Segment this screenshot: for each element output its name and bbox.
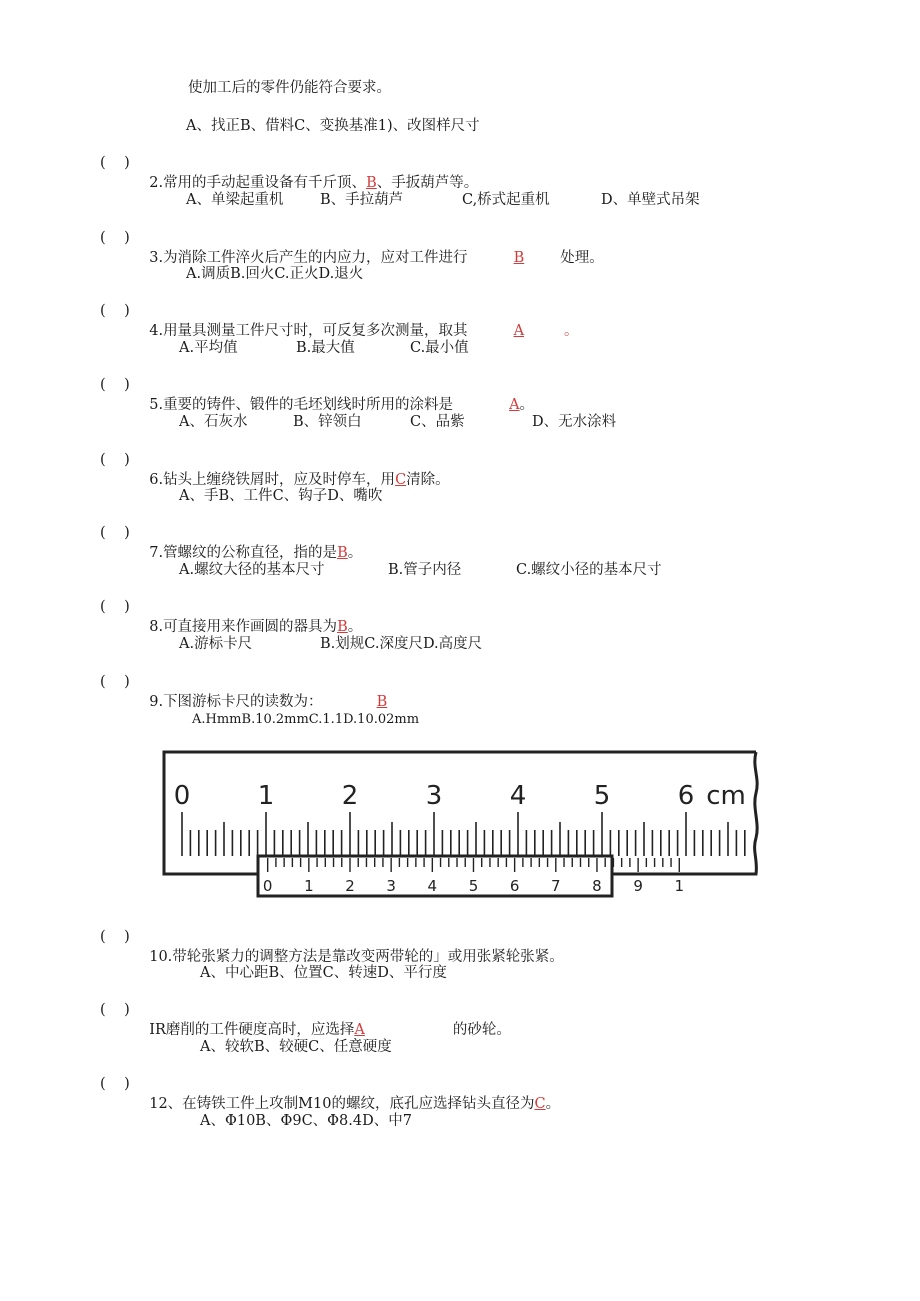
options-line: A.HmmB.10.2mmC.1.1D.10.02mm xyxy=(192,712,420,727)
option-c: C.最小值 xyxy=(410,340,469,356)
option-b: B.管子内径 xyxy=(388,562,462,578)
question-stem: 磨削的工件硬度高时，应选择 xyxy=(165,1022,355,1038)
question-stem-tail: 。 xyxy=(347,619,363,635)
question-7: 7.管螺纹的公称直径，指的是B。 xyxy=(149,545,363,561)
option-a: A.平均值 xyxy=(179,340,238,356)
answer-paren: ( ) xyxy=(100,1002,130,1018)
question-stem: 、在铸铁工件上攻制M10的螺纹，底孔应选择钻头直径为 xyxy=(167,1096,535,1112)
question-stem-tail: 处理。 xyxy=(560,250,604,266)
option-c: C,桥式起重机 xyxy=(462,192,550,208)
question-number: IR xyxy=(149,1022,166,1038)
answer-paren: ( ) xyxy=(100,155,130,171)
answer-mark: C xyxy=(534,1096,546,1112)
question-stem: 带轮张紧力的调整方法是靠改变两带轮的」或用张紧轮张紧。 xyxy=(172,949,564,965)
answer-mark: B xyxy=(513,250,525,266)
question-stem-tail: 、手扳葫芦等。 xyxy=(376,175,479,191)
answer-mark: B xyxy=(337,545,348,561)
question-number: 10 xyxy=(149,949,168,965)
vernier-scale-label: 4 xyxy=(427,877,438,895)
vernier-scale-label: 1 xyxy=(674,877,685,895)
answer-paren: ( ) xyxy=(100,599,130,615)
question-number: 9 xyxy=(149,694,159,710)
answer-mark: C xyxy=(395,472,407,488)
options-line: A、Φ10B、Φ9C、Φ8.4D、中7 xyxy=(200,1113,412,1129)
option-c: C、品紫 xyxy=(410,414,465,430)
vernier-scale-label: 9 xyxy=(633,877,643,895)
answer-paren: ( ) xyxy=(100,377,130,393)
answer-paren: ( ) xyxy=(100,452,130,468)
vernier-scale-label: 7 xyxy=(551,877,561,895)
intro-continuation: 使加工后的零件仍能符合要求。 xyxy=(188,80,391,96)
answer-paren: ( ) xyxy=(100,674,130,690)
answer-paren: ( ) xyxy=(100,230,130,246)
question-stem-tail: 。 xyxy=(347,545,363,561)
option-a: A.游标卡尺 xyxy=(179,636,253,652)
answer-mark: A xyxy=(513,323,525,339)
option-a: A.螺纹大径的基本尺寸 xyxy=(179,562,325,578)
main-scale-label: 4 xyxy=(509,781,527,811)
main-scale-label: 3 xyxy=(425,781,443,811)
question-stem: 管螺纹的公称直径，指的是 xyxy=(163,545,338,561)
question-2: 2.常用的手动起重设备有千斤顶、B、手扳葫芦等。 xyxy=(149,175,479,191)
question-stem-tail: 清除。 xyxy=(406,472,450,488)
option-a: A、单梁起重机 xyxy=(186,192,284,208)
question-8: 8.可直接用来作画圆的器具为B。 xyxy=(149,619,363,635)
answer-paren: ( ) xyxy=(100,929,130,945)
question-stem: 常用的手动起重设备有千斤顶、 xyxy=(163,175,367,191)
question-stem: 钻头上缠绕铁屑时，应及时停车，用 xyxy=(163,472,396,488)
options-line: A、中心距B、位置C、转速D、平行度 xyxy=(200,965,447,981)
question-number: 2 xyxy=(149,175,159,191)
question-number: 4 xyxy=(149,323,159,339)
break-line xyxy=(612,752,757,874)
vernier-scale-label: 6 xyxy=(509,877,520,895)
question-12 xyxy=(140,1074,560,1114)
option-b: B、锌领白 xyxy=(293,414,362,430)
answer-paren: ( ) xyxy=(100,303,130,319)
option-a: A、石灰水 xyxy=(179,414,248,430)
question-4: 4.用量具测量工件尺寸时，可反复多次测量，取其 A 。 xyxy=(149,323,579,339)
question-3: 3.为消除工件淬火后产生的内应力，应对工件进行 B 处理。 xyxy=(149,250,604,266)
question-stem: 可直接用来作画圆的器具为 xyxy=(163,619,338,635)
option-b: B.划规C.深度尺D.高度尺 xyxy=(320,636,483,652)
question-5: 5.重要的铸件、锻件的毛坯划线时所用的涂料是 A。 xyxy=(149,397,535,413)
vernier-caliper-figure xyxy=(160,748,760,898)
vernier-scale-label: 0 xyxy=(262,877,273,895)
question-11 xyxy=(140,1000,511,1040)
main-scale-label: 6 xyxy=(677,781,695,811)
vernier-scale-label: 2 xyxy=(345,877,355,895)
question-number: 3 xyxy=(149,250,159,266)
answer-mark: B xyxy=(366,175,377,191)
question-number: 7 xyxy=(149,545,159,561)
option-d: D、无水涂料 xyxy=(532,414,617,430)
option-b: B.最大值 xyxy=(296,340,355,356)
vernier-scale-label: 3 xyxy=(386,877,396,895)
vernier-scale-label: 8 xyxy=(592,877,602,895)
main-scale-label: 0 xyxy=(173,781,191,811)
vernier-scale-label: 1 xyxy=(304,877,314,895)
option-d: D、单壁式吊架 xyxy=(601,192,700,208)
main-scale-label: 1 xyxy=(257,781,275,811)
options-line: A、手B、工件C、钩子D、嘴吹 xyxy=(179,488,383,504)
question-stem: 用量具测量工件尺寸时，可反复多次测量，取其 xyxy=(163,323,468,339)
answer-mark: A xyxy=(509,397,520,413)
question-6: 6.钻头上缠绕铁屑时，应及时停车，用C清除。 xyxy=(149,472,450,488)
caliper-frame xyxy=(164,752,757,896)
question-number: 5 xyxy=(149,397,159,413)
question-number: 12 xyxy=(149,1096,168,1112)
question-10: 10.带轮张紧力的调整方法是靠改变两带轮的」或用张紧轮张紧。 xyxy=(149,949,564,965)
main-scale-label: 2 xyxy=(341,781,359,811)
answer-mark: B xyxy=(337,619,348,635)
option-b: B、手拉葫芦 xyxy=(320,192,404,208)
main-scale-label: 5 xyxy=(593,781,611,811)
question-stem-tail: 。 xyxy=(564,323,579,339)
question-9: 9.下图游标卡尺的读数为： B xyxy=(149,694,388,710)
unit-label: cm xyxy=(706,781,746,811)
question-stem: 为消除工件淬火后产生的内应力，应对工件进行 xyxy=(163,250,468,266)
option-c: C.螺纹小径的基本尺寸 xyxy=(516,562,662,578)
question-stem: 重要的铸件、锻件的毛坯划线时所用的涂料是 xyxy=(163,397,454,413)
question-stem-tail: 的砂轮。 xyxy=(452,1022,511,1038)
question-number: 6 xyxy=(149,472,159,488)
question-number: 8 xyxy=(149,619,159,635)
answer-mark: B xyxy=(376,694,388,710)
vernier-scale-label: 5 xyxy=(468,877,479,895)
intro-options: A、找正B、借料C、变换基准1)、改图样尺寸 xyxy=(186,118,480,134)
answer-paren: ( ) xyxy=(100,1076,130,1092)
answer-paren: ( ) xyxy=(100,525,130,541)
question-stem-tail: 。 xyxy=(519,397,535,413)
answer-mark: A xyxy=(354,1022,365,1038)
options-line: A、较软B、较硬C、任意硬度 xyxy=(200,1039,392,1055)
question-stem-tail: 。 xyxy=(545,1096,561,1112)
options-line: A.调质B.回火C.正火D.退火 xyxy=(186,266,364,282)
question-stem: 下图游标卡尺的读数为： xyxy=(163,694,323,710)
